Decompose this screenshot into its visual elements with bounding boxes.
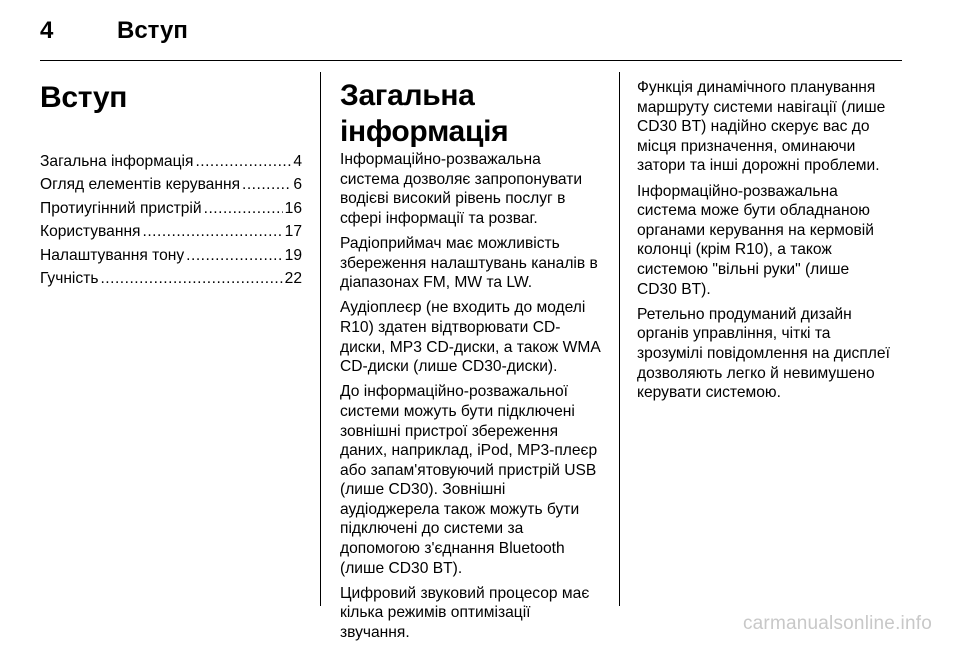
header-title: Вступ [117,17,188,44]
table-of-contents [40,150,302,290]
paragraph: До інформаційно-розважальної системи можуть бути підключені зовнішні пристрої збереження даних, наприклад, iPod, MP3-плеєр або запам'ятовуючий пристрій USB (лише CD30). Зовнішні аудіоджерела також можуть бути підключені до системи за допомогою з'єднання Bluetooth (лише CD30 BT). [340,383,598,577]
toc-item[interactable] [40,267,302,290]
paragraph: Аудіоплеєр (не входить до моделі R10) здатен відтворювати CD- диски, MP3 CD-диски, а також WMA CD-диски (лише CD30-диски). [340,299,601,376]
toc-item-label: Огляд елементів керування [40,176,241,194]
content-column-1 [340,78,602,648]
toc-item[interactable] [40,150,302,173]
toc-item[interactable] [40,244,302,267]
paragraph: Функція динамічного планування маршруту системи навігації (лише CD30 BT) надійно скерує вас до місця призначення, оминаючи затори та інші дорожні проблеми. [637,79,886,175]
toc-item-label: Гучність [40,270,99,288]
paragraph: Ретельно продуманий дизайн органів управління, чіткі та зрозумілі повідомлення на дисплеї дозволяють легко й невимушено керувати системою. [637,305,890,402]
toc-item-page: 16 [284,199,302,217]
content-column-2 [637,78,907,408]
toc-item-label: Загальна інформація [40,153,194,170]
toc-item[interactable] [40,220,302,243]
column-divider-2 [619,72,620,606]
paragraph: Цифровий звуковий процесор має кілька режимів оптимізації звучання. [340,584,590,642]
paragraph: Радіоприймач має можливість збереження налаштувань каналів в діапазонах FM, MW та LW. [340,234,598,292]
toc-item-label: Користування [40,223,141,241]
toc-item-page: 19 [284,246,302,264]
watermark-text: carmanualsonline.info [742,613,932,634]
toc-item-page: 17 [284,223,302,241]
toc-leader-dots [100,267,282,290]
toc-item[interactable] [40,173,302,196]
toc-item-page: 4 [293,153,302,170]
paragraph: Інформаційно-розважальна система дозволяє запропонувати водієві високий рівень послуг в сфері інформації та розваг. [340,151,583,227]
toc-leader-dots [195,150,291,173]
toc-item[interactable] [40,197,302,220]
toc-title: Вступ [40,81,128,114]
toc-leader-dots [186,244,282,267]
paragraph: Інформаційно-розважальна система може бути обладнаною органами керування на кермовій колонці (крім R10), а також системою "вільні руки" (лише CD30 BT). [637,182,874,298]
page-number: 4 [40,17,54,44]
section-title: Загальна інформація [340,79,509,148]
toc-leader-dots [242,173,291,196]
toc-item-page: 6 [293,176,302,194]
toc-leader-dots [143,220,283,243]
toc-item-page: 22 [284,270,302,288]
header-rule [40,60,902,61]
toc-item-label: Налаштування тону [40,246,185,264]
toc-item-label: Протиугінний пристрій [40,199,202,217]
column-divider-1 [320,72,321,606]
toc-leader-dots [204,197,283,220]
toc-column [40,80,302,290]
